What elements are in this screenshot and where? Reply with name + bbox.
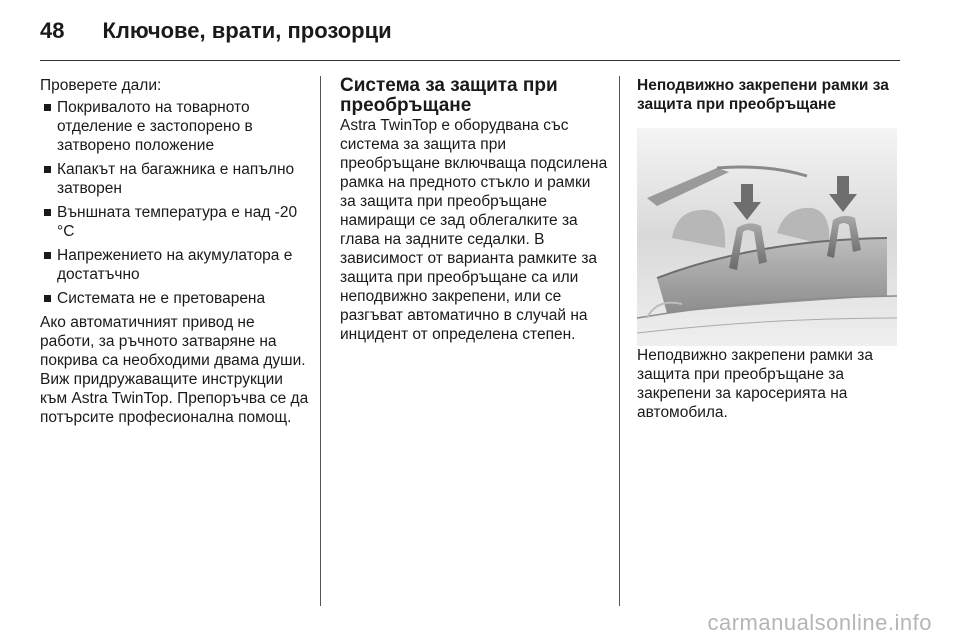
rollover-paragraph: Astra TwinTop е оборудвана със система за защита при преобръщане включваща подсилена рамка на предното стъкло и рамки за защита при преобръщане намиращи се зад облегалките за глава на задните седалки. В зависимост от варианта рамките за защита при преобръщане са или неподвижно закрепени, или се разгъват автоматично в случай на инцидент от определена степен. (340, 117, 608, 343)
column-divider-1 (320, 76, 321, 606)
header-divider (40, 60, 900, 61)
list-item: Капакът на багажника е напълно затворен (40, 160, 310, 198)
list-item: Напрежението на акумулатора е достатъчно (40, 246, 310, 284)
section-title: Система за защита при преобръщане (340, 75, 558, 116)
rollbar-illustration (637, 128, 897, 346)
manual-close-paragraph: Ако автоматичният привод не работи, за ръчното затваряне на покрива са необходими двама души. Виж придружаващите инструкции към Astra TwinTop. Препоръчва се да потърсите професионална помощ. (40, 314, 309, 426)
column-3 (637, 76, 902, 422)
chapter-title: Ключове, врати, прозорци (102, 18, 392, 43)
check-list (40, 98, 310, 308)
list-item: Външната температура е над -20 °C (40, 203, 310, 241)
subsection-title: Неподвижно закрепени рамки за защита при преобръщане (637, 77, 889, 113)
intro-text: Проверете дали: (40, 77, 162, 94)
column-2 (340, 76, 610, 344)
page-header (40, 18, 392, 44)
list-item: Покривалото на товарното отделение е застопорено в затворено положение (40, 98, 310, 155)
watermark-text: carmanualsonline.info (707, 610, 932, 635)
column-divider-2 (619, 76, 620, 606)
list-item: Системата не е претоварена (40, 289, 310, 308)
page-number: 48 (40, 18, 65, 43)
column-1 (40, 76, 310, 427)
figure-caption: Неподвижно закрепени рамки за защита при преобръщане за закрепени за каросерията на автомобила. (637, 347, 873, 421)
